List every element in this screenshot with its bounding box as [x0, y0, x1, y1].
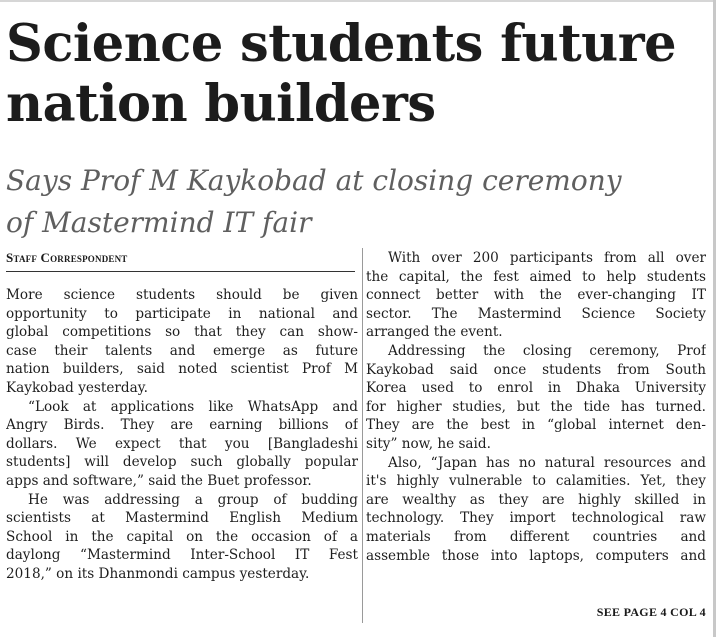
byline-rule	[6, 271, 355, 272]
continuation-note: SEE PAGE 4 COL 4	[596, 605, 706, 619]
body-line: Kaykobad yesterday.	[6, 379, 148, 396]
body-line: Angry Birds. They are earning billions of	[6, 417, 358, 434]
body-line: it's highly vulnerable to calamities. Yet, they	[366, 473, 706, 490]
body-line: “Look at applications like WhatsApp and	[28, 398, 358, 415]
subheadline	[6, 160, 706, 244]
headline	[6, 14, 706, 134]
column-divider	[362, 248, 363, 623]
body-line: daylong “Mastermind Inter-School IT Fest	[6, 547, 358, 564]
article-column-right	[366, 249, 706, 565]
body-line: for higher studies, but the tide has turned.	[366, 398, 706, 415]
body-line: Addressing the closing ceremony, Prof	[388, 342, 706, 359]
body-line: scientists at Mastermind English Medium	[6, 510, 358, 527]
body-line: technology. They import technological raw	[366, 510, 706, 527]
scan-edge-top	[0, 0, 716, 2]
body-line: He was addressing a group of budding	[28, 491, 358, 508]
body-line: students] will develop such globally popular	[6, 454, 358, 471]
headline-line-2: nation builders	[6, 74, 436, 134]
body-line: apps and software,” said the Buet professor.	[6, 472, 312, 489]
subheadline-line-2: of Mastermind IT fair	[6, 206, 312, 239]
body-line: materials from different countries and	[366, 528, 706, 545]
body-line: dollars. We expect that you [Bangladeshi	[6, 435, 358, 452]
body-line: nation builders, said noted scientist Prof M	[6, 361, 358, 378]
body-line: connect better with the ever-changing IT	[366, 287, 706, 304]
subheadline-line-1: Says Prof M Kaykobad at closing ceremony	[6, 164, 622, 197]
body-line: assemble those into laptops, computers and	[366, 547, 706, 564]
body-line: More science students should be given	[6, 287, 358, 303]
body-line: case their talents and emerge as future	[6, 342, 358, 359]
body-line: sector. The Mastermind Science Society	[366, 305, 706, 322]
body-line: arranged the event.	[366, 324, 503, 341]
body-line: the capital, the fest aimed to help students	[366, 268, 706, 285]
body-line: global competitions so that they can show-	[6, 324, 358, 341]
body-line: With over 200 participants from all over	[388, 250, 706, 266]
body-line: Korea used to enrol in Dhaka University	[366, 380, 706, 397]
body-line: Kaykobad said once students from South	[366, 361, 706, 378]
body-line: 2018,” on its Dhanmondi campus yesterday.	[6, 565, 310, 582]
body-line: Also, “Japan has no natural resources and	[388, 454, 706, 471]
headline-line-1: Science students future	[6, 14, 677, 74]
body-line: They are the best in “global internet den-	[366, 417, 706, 434]
article-column-left	[6, 286, 358, 584]
body-line: are wealthy as they are highly skilled in	[366, 491, 706, 508]
body-line: sity” now, he said.	[366, 435, 491, 452]
byline: Staff Correspondent	[6, 250, 128, 265]
body-line: opportunity to participate in national and	[6, 305, 358, 322]
body-line: School in the capital on the occasion of a	[6, 528, 358, 545]
